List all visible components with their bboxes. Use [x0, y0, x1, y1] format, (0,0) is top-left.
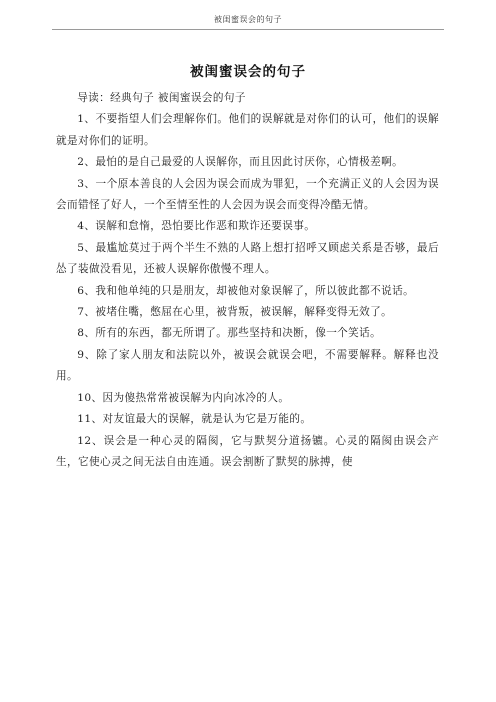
paragraph-4: 4、误解和怠惰，恐怕要比作恶和欺诈还要误事。 [77, 220, 316, 233]
paragraph-10: 10、因为傻热常常被误解为内向冰冷的人。 [77, 391, 290, 404]
paragraph-1: 1、不要指望人们会理解你们。他们的误解就是对你们的认可，他们的误解就是对你们的证明。 [56, 113, 439, 147]
paragraph-9: 9、除了家人朋友和法院以外，被误会就误会吧，不需要解释。解释也没用。 [56, 348, 439, 383]
paragraph-12: 12、误会是一种心灵的隔阂，它与默契分道扬镳。心灵的隔阂由误会产生，它使心灵之间无法自由连通。误会割断了默契的脉搏，使 [56, 434, 439, 468]
intro-paragraph: 导读：经典句子 被闺蜜误会的句子 [77, 92, 246, 104]
paragraph-3: 3、一个原本善良的人会因为误会而成为罪犯，一个充满正义的人会因为误会而错怪了好人，一个至情至性的人会因为误会而变得冷酷无情。 [56, 177, 439, 212]
paragraph-8: 8、所有的东西，都无所谓了。那些坚持和决断，像一个笑话。 [77, 327, 382, 340]
document-title: 被闺蜜误会的句子 [190, 64, 306, 80]
header-divider [52, 29, 444, 30]
paragraph-6: 6、我和他单纯的只是朋友，却被他对象误解了，所以彼此都不说话。 [77, 284, 415, 297]
paragraph-2: 2、最怕的是自己最爱的人误解你，而且因此讨厌你，心情极差啊。 [77, 156, 404, 169]
document-body [56, 88, 439, 473]
paragraph-7: 7、被堵住嘴，憋屈在心里，被背叛，被误解，解释变得无效了。 [77, 306, 393, 319]
running-header: 被闺蜜误会的句子 [214, 15, 282, 24]
paragraph-11: 11、对友谊最大的误解，就是认为它是万能的。 [77, 413, 312, 426]
paragraph-5: 5、最尴尬莫过于两个半生不熟的人路上想打招呼又顾虑关系是否够，最后怂了装做没看见，还被人误解你傲慢不理人。 [56, 241, 439, 276]
